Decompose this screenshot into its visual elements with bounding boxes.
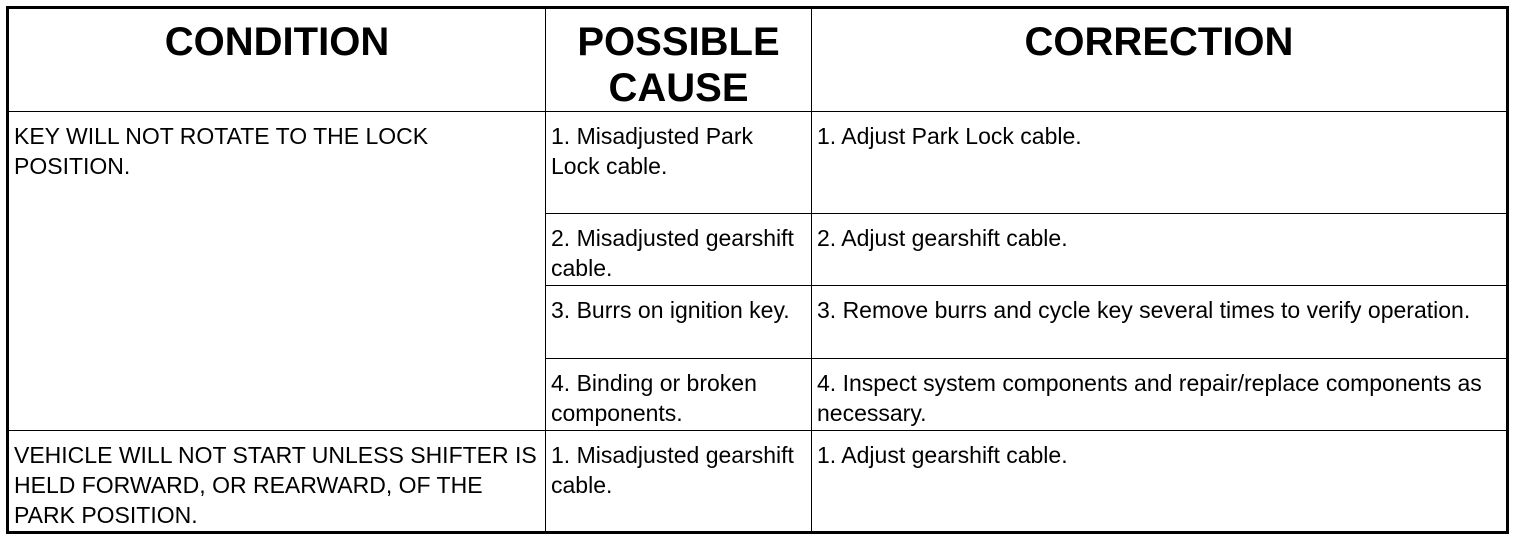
condition-cell: KEY WILL NOT ROTATE TO THE LOCK POSITION.: [8, 112, 546, 431]
diagnosis-table: [6, 6, 1509, 534]
cause-cell: 1. Misadjusted gearshift cable.: [546, 431, 812, 533]
table-row: [8, 112, 1508, 214]
possible-cause-header: [546, 8, 812, 112]
correction-header: CORRECTION: [812, 8, 1508, 112]
possible-cause-header-line2: CAUSE: [608, 66, 749, 110]
cause-cell: 1. Misadjusted Park Lock cable.: [546, 112, 812, 214]
cause-cell: 3. Burrs on ignition key.: [546, 286, 812, 359]
cause-cell: 4. Binding or broken components.: [546, 359, 812, 431]
correction-cell: 4. Inspect system components and repair/replace components as necessary.: [812, 359, 1508, 431]
possible-cause-header-line1: POSSIBLE: [577, 20, 780, 64]
cause-cell: 2. Misadjusted gearshift cable.: [546, 214, 812, 286]
table-row: [8, 431, 1508, 533]
condition-header: CONDITION: [8, 8, 546, 112]
correction-cell: 2. Adjust gearshift cable.: [812, 214, 1508, 286]
correction-cell: 3. Remove burrs and cycle key several times to verify operation.: [812, 286, 1508, 359]
correction-cell: 1. Adjust gearshift cable.: [812, 431, 1508, 533]
condition-cell: VEHICLE WILL NOT START UNLESS SHIFTER IS HELD FORWARD, OR REARWARD, OF THE PARK POSITION.: [8, 431, 546, 533]
header-row: [8, 8, 1508, 112]
correction-cell: 1. Adjust Park Lock cable.: [812, 112, 1508, 214]
